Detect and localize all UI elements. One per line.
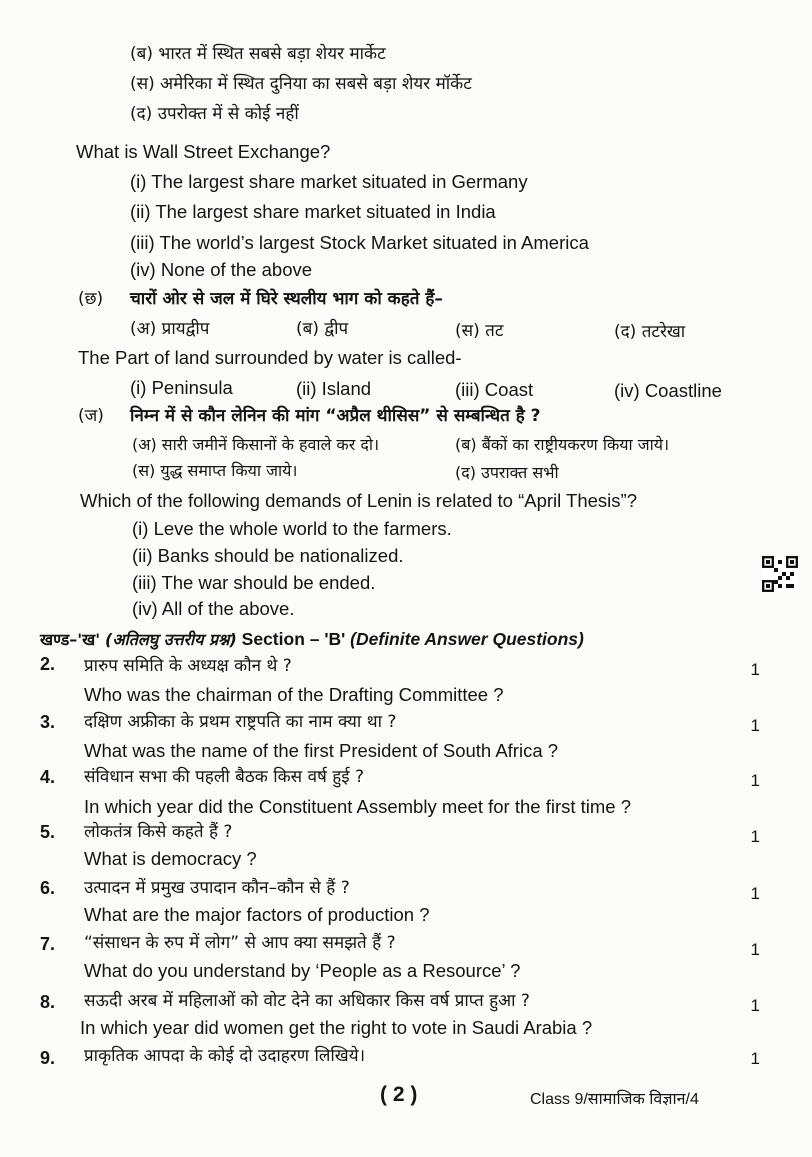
question-marks: 1: [750, 884, 760, 903]
q-chh-hindi-option-a: (अ) प्रायद्वीप: [130, 319, 210, 339]
question-english: What are the major factors of production ?: [84, 904, 430, 925]
section-b-hindi-italic: (अतिलघु उत्तरीय प्रश्न): [105, 630, 237, 649]
question-marks: 1: [750, 716, 760, 735]
q-ja-english-option-ii: (ii) Banks should be nationalized.: [132, 545, 404, 566]
q1-english-option-i: (i) The largest share market situated in Germany: [130, 171, 528, 192]
q-chh-label: (छ): [78, 289, 104, 309]
question-number: 3.: [40, 712, 56, 732]
q1-english-option-iii: (iii) The world’s largest Stock Market situated in America: [130, 232, 589, 253]
q1-hindi-option-d: (द) उपरोक्त में से कोई नहीं: [130, 104, 299, 124]
question-hindi: उत्पादन में प्रमुख उपादान कौन–कौन से हैं ?: [84, 878, 350, 898]
q-ja-hindi-option-a: (अ) सारी जमीनें किसानों के हवाले कर दो।: [132, 435, 380, 454]
question-hindi: सऊदी अरब में महिलाओं को वोट देने का अधिकार किस वर्ष प्राप्त हुआ ?: [84, 991, 530, 1011]
q-ja-english-option-iv: (iv) All of the above.: [132, 598, 295, 619]
question-english: What do you understand by ‘People as a Resource’ ?: [84, 960, 521, 981]
q-ja-english-option-i: (i) Leve the whole world to the farmers.: [132, 518, 452, 539]
question-number: 8.: [40, 992, 56, 1012]
section-b-heading: [40, 628, 584, 650]
q-chh-english-option-ii: (ii) Island: [296, 378, 372, 399]
question-english: What was the name of the first President of South Africa ?: [84, 740, 559, 761]
q-chh-hindi-question: चारों ओर से जल में घिरे स्थलीय भाग को कहते हैं–: [130, 289, 443, 309]
q-ja-hindi-option-b: (ब) बैंकों का राष्ट्रीयकरण किया जाये।: [455, 435, 670, 454]
q1-hindi-option-c: (स) अमेरिका में स्थित दुनिया का सबसे बड़ा शेयर मॉर्केट: [130, 74, 472, 94]
question-hindi: प्रारुप समिति के अध्यक्ष कौन थे ?: [84, 656, 292, 676]
question-english: In which year did women get the right to vote in Saudi Arabia ?: [80, 1017, 593, 1038]
question-hindi: “संसाधन के रुप में लोग” से आप क्या समझते हैं ?: [84, 933, 396, 953]
q-chh-english-option-iii: (iii) Coast: [455, 379, 534, 400]
section-b-english: Section – 'B': [241, 629, 346, 649]
question-hindi: लोकतंत्र किसे कहते हैं ?: [84, 822, 233, 842]
q-ja-hindi-option-d: (द) उपराक्त सभी: [455, 463, 559, 482]
q-chh-hindi-option-b: (ब) द्वीप: [296, 319, 349, 339]
q1-hindi-option-b: (ब) भारत में स्थित सबसे बड़ा शेयर मार्केट: [130, 44, 386, 64]
question-marks: 1: [750, 940, 760, 959]
question-marks: 1: [750, 1049, 760, 1068]
q-chh-english-question: The Part of land surrounded by water is called-: [78, 347, 462, 368]
q-ja-hindi-question: निम्न में से कौन लेनिन की मांग “अप्रैल थीसिस” से सम्बन्धित है ?: [130, 406, 541, 426]
question-marks: 1: [750, 660, 760, 679]
q-chh-english-option-i: (i) Peninsula: [130, 377, 233, 398]
question-number: 6.: [40, 878, 56, 898]
section-b-english-italic: (Definite Answer Questions): [350, 629, 584, 649]
question-english: In which year did the Constituent Assembly meet for the first time ?: [84, 796, 632, 817]
question-number: 9.: [40, 1048, 56, 1068]
question-hindi: प्राकृतिक आपदा के कोई दो उदाहरण लिखिये।: [84, 1046, 366, 1066]
question-marks: 1: [750, 996, 760, 1015]
question-marks: 1: [750, 827, 760, 846]
q-chh-hindi-option-d: (द) तटरेखा: [614, 322, 686, 342]
q1-english-option-ii: (ii) The largest share market situated in India: [130, 201, 496, 222]
q-chh-english-option-iv: (iv) Coastline: [614, 380, 722, 401]
class-label: Class 9/सामाजिक विज्ञान/4: [530, 1091, 699, 1108]
question-number: 4.: [40, 767, 56, 787]
q1-english-option-iv: (iv) None of the above: [130, 259, 313, 280]
q-chh-hindi-option-c: (स) तट: [455, 321, 504, 341]
question-hindi: दक्षिण अफ्रीका के प्रथम राष्ट्रपति का नाम क्या था ?: [84, 712, 397, 732]
question-marks: 1: [750, 771, 760, 790]
q-ja-english-question: Which of the following demands of Lenin is related to “April Thesis”?: [80, 490, 637, 511]
page-number: ( 2 ): [380, 1083, 418, 1106]
question-number: 2.: [40, 654, 56, 674]
q-ja-label: (ज): [78, 406, 104, 426]
q1-english-question: What is Wall Street Exchange?: [76, 141, 331, 162]
question-number: 5.: [40, 822, 56, 842]
qr-code-icon: [762, 556, 798, 592]
question-english: Who was the chairman of the Drafting Committee ?: [84, 684, 504, 705]
q-ja-hindi-option-c: (स) युद्ध समाप्त किया जाये।: [132, 461, 298, 480]
question-hindi: संविधान सभा की पहली बैठक किस वर्ष हुई ?: [84, 767, 365, 787]
q-ja-english-option-iii: (iii) The war should be ended.: [132, 572, 376, 593]
question-number: 7.: [40, 934, 56, 954]
question-english: What is democracy ?: [84, 848, 257, 869]
section-b-hindi: खण्ड–'ख': [40, 630, 101, 649]
